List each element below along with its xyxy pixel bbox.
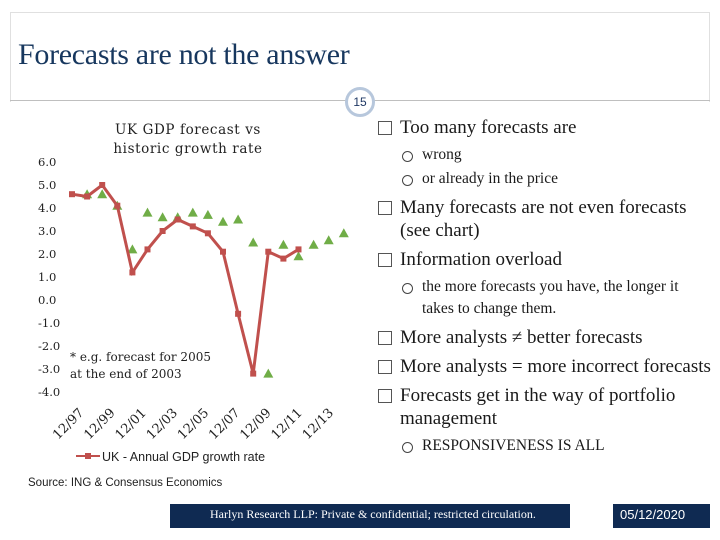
chart-title-line-2: historic growth rate bbox=[113, 141, 263, 157]
actual-growth-line bbox=[72, 185, 299, 374]
x-tick-label: 12/99 bbox=[81, 405, 119, 443]
forecast-point bbox=[324, 235, 334, 244]
x-axis-ticks bbox=[50, 406, 337, 443]
forecast-point bbox=[309, 240, 319, 249]
y-tick-label: 0.0 bbox=[38, 293, 57, 307]
y-tick-label: 1.0 bbox=[38, 270, 57, 284]
forecast-point bbox=[233, 215, 243, 224]
frame-top bbox=[10, 12, 710, 13]
y-tick-label: -3.0 bbox=[38, 362, 61, 376]
chart-annotation-line-1: * e.g. forecast for 2005 bbox=[70, 350, 211, 364]
y-tick-label: 3.0 bbox=[38, 224, 57, 238]
gdp-chart bbox=[0, 110, 360, 500]
forecast-point bbox=[188, 208, 198, 217]
sub-bullet-item: RESPONSIVENESS IS ALL bbox=[374, 435, 714, 457]
x-tick-label: 12/13 bbox=[299, 405, 337, 443]
actual-growth-point bbox=[280, 256, 286, 262]
actual-growth-point bbox=[84, 194, 90, 200]
x-tick-label: 12/07 bbox=[206, 405, 244, 443]
y-tick-label: -2.0 bbox=[38, 339, 61, 353]
chart-series bbox=[69, 182, 349, 378]
y-tick-label: 6.0 bbox=[38, 155, 57, 169]
bullet-item: Many forecasts are not even forecasts (see chart) bbox=[374, 196, 714, 242]
forecast-point bbox=[203, 210, 213, 219]
actual-growth-point bbox=[99, 182, 105, 188]
actual-growth-point bbox=[69, 191, 75, 197]
actual-growth-point bbox=[129, 269, 135, 275]
x-tick-label: 12/01 bbox=[112, 405, 150, 443]
slide-title: Forecasts are not the answer bbox=[18, 38, 350, 71]
y-tick-label: 2.0 bbox=[38, 247, 57, 261]
chart-legend bbox=[76, 450, 265, 464]
frame-right bbox=[709, 12, 710, 102]
legend-swatch-marker bbox=[85, 453, 91, 459]
forecast-point bbox=[218, 217, 228, 226]
bullet-item: Information overload bbox=[374, 248, 714, 271]
y-tick-label: -1.0 bbox=[38, 316, 61, 330]
legend-label: UK - Annual GDP growth rate bbox=[102, 450, 266, 464]
sub-bullet-item: wrong bbox=[374, 144, 714, 166]
sub-bullet-item: the more forecasts you have, the longer it takes to change them. bbox=[374, 276, 714, 320]
x-tick-label: 12/11 bbox=[268, 405, 306, 443]
chart-annotation-line-2: at the end of 2003 bbox=[70, 367, 182, 381]
bullet-list bbox=[374, 116, 714, 459]
actual-growth-point bbox=[265, 249, 271, 255]
y-tick-label: 5.0 bbox=[38, 178, 57, 192]
actual-growth-point bbox=[296, 246, 302, 252]
chart-title-line-1: UK GDP forecast vs bbox=[115, 122, 261, 138]
bullet-item: More analysts ≠ better forecasts bbox=[374, 326, 714, 349]
y-axis-ticks bbox=[38, 155, 60, 399]
sub-bullet-item: or already in the price bbox=[374, 168, 714, 190]
x-tick-label: 12/05 bbox=[175, 405, 213, 443]
actual-growth-point bbox=[235, 311, 241, 317]
frame-left bbox=[10, 12, 11, 102]
actual-growth-point bbox=[190, 223, 196, 229]
footer-date: 05/12/2020 bbox=[620, 507, 686, 522]
forecast-point bbox=[248, 238, 258, 247]
x-tick-label: 12/09 bbox=[237, 405, 275, 443]
forecast-point bbox=[339, 228, 349, 237]
bullet-item: Too many forecasts are bbox=[374, 116, 714, 139]
actual-growth-point bbox=[175, 217, 181, 223]
forecast-point bbox=[278, 240, 288, 249]
actual-growth-point bbox=[160, 228, 166, 234]
actual-growth-point bbox=[250, 371, 256, 377]
actual-growth-point bbox=[114, 203, 120, 209]
forecast-point bbox=[158, 212, 168, 221]
chart-source: Source: ING & Consensus Economics bbox=[28, 477, 223, 489]
forecast-point bbox=[143, 208, 153, 217]
bullet-item: More analysts = more incorrect forecasts bbox=[374, 355, 714, 378]
x-tick-label: 12/97 bbox=[50, 405, 88, 443]
actual-growth-point bbox=[145, 246, 151, 252]
footer-text: Harlyn Research LLP: Private & confidential; restricted circulation. bbox=[210, 507, 536, 521]
actual-growth-point bbox=[220, 249, 226, 255]
bullet-item: Forecasts get in the way of portfolio management bbox=[374, 384, 714, 430]
y-tick-label: -4.0 bbox=[38, 385, 61, 399]
y-tick-label: 4.0 bbox=[38, 201, 57, 215]
slide-number: 15 bbox=[345, 87, 375, 117]
x-tick-label: 12/03 bbox=[143, 405, 181, 443]
actual-growth-point bbox=[205, 230, 211, 236]
forecast-point bbox=[263, 369, 273, 378]
